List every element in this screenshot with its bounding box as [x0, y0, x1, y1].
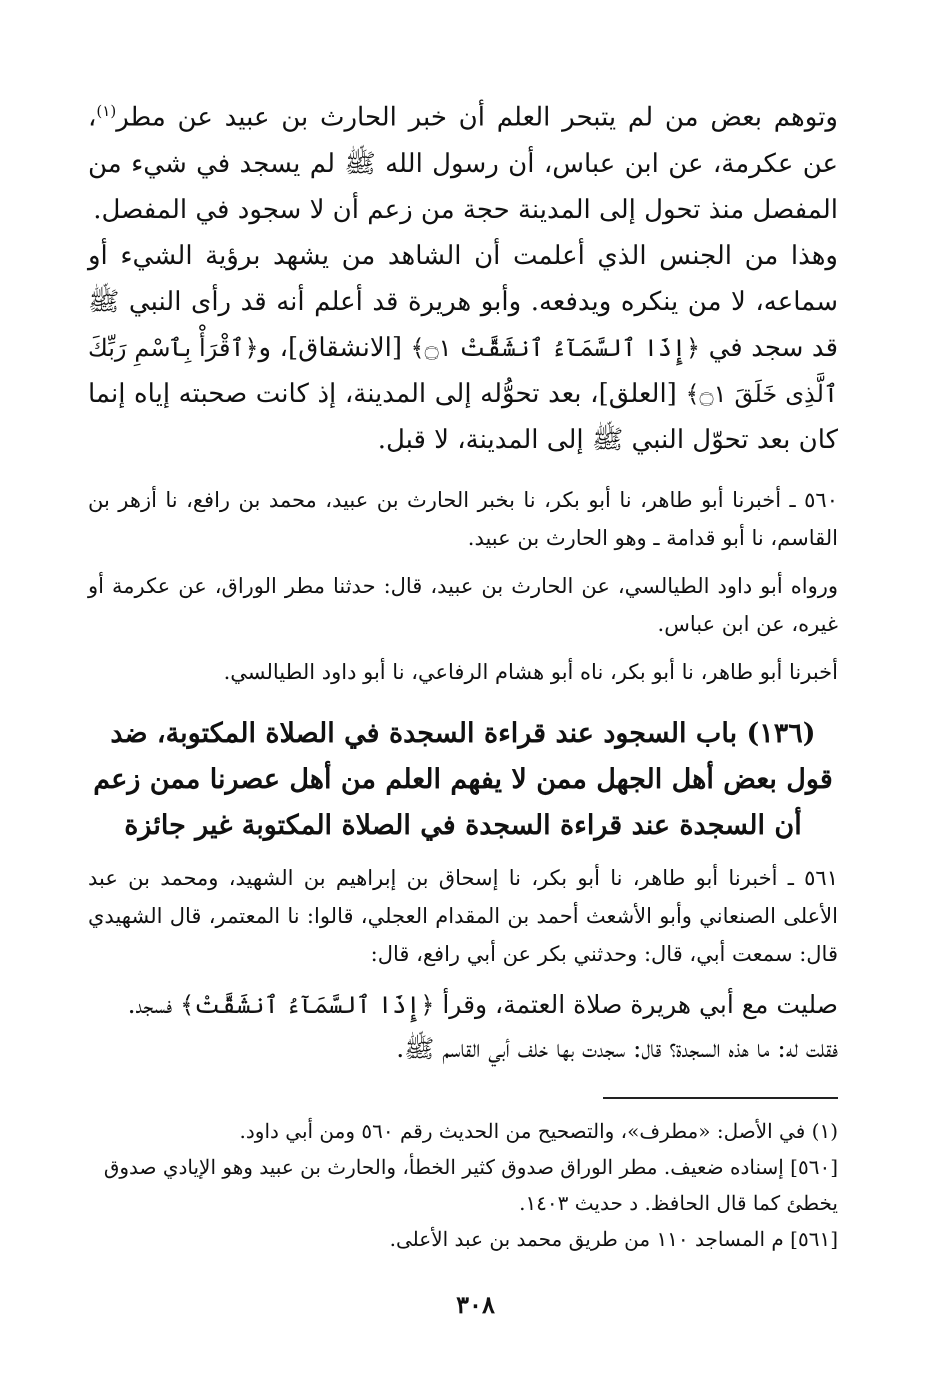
- surah-reference-alaq: [العلق]: [598, 378, 677, 409]
- chapter-heading-line-2: قول بعض أهل الجهل ممن لا يفهم العلم من أهل عصرنا ممن زعم: [93, 763, 833, 795]
- paragraph-2-joiner: ، و: [258, 332, 288, 363]
- chapter-heading: [88, 711, 838, 849]
- hadith-560-isnad: ٥٦٠ ـ أخبرنا أبو طاهر، نا أبو بكر، نا بخبر الحارث بن عبيد، محمد بن رافع، نا أزهر بن القاسم، نا أبو قدامة ـ وهو الحارث بن عبيد.: [88, 487, 838, 550]
- paragraph-2-text-b: ، بعد تحوُّله إلى المدينة، إذ كانت صحبته إياه إنما كان بعد تحوّل النبي ﷺ إلى المدينة، لا قبل.: [88, 378, 838, 455]
- quran-verse-inshiqaq-2: ﴿إِذَا ٱلسَّمَآءُ ٱنشَقَّتْ﴾: [180, 990, 435, 1019]
- footnote-561: [٥٦١] م المساجد ١١٠ من طريق محمد بن عبد الأعلى.: [389, 1226, 838, 1251]
- paragraph-2-text-a: وهذا من الجنس الذي أعلمت أن الشاهد من يشهد برؤية الشيء أو سماعه، لا من ينكره ويدفعه. وأبو هريرة قد أعلم أنه قد رأى النبي ﷺ قد سجد في: [88, 240, 839, 363]
- footnote-1: (١) في الأصل: «مطرف»، والتصحيح من الحديث رقم ٥٦٠ ومن أبي داود.: [239, 1118, 838, 1143]
- hadith-561-matn-b: فسجد. فقلت له: ما هذه السجدة؟ قال: سجدت بها خلف أبي القاسم ﷺ.: [127, 989, 838, 1063]
- chapter-heading-line-3: أن السجدة عند قراءة السجدة في الصلاة المكتوبة غير جائزة: [124, 809, 802, 841]
- hadith-561-matn-text: [88, 983, 838, 1071]
- hadith-561-matn: [88, 983, 838, 1071]
- footnote-divider: [603, 1097, 838, 1099]
- page-number: ٣٠٨: [456, 1290, 495, 1319]
- chapter-heading-line-1: (١٣٦) باب السجود عند قراءة السجدة في الصلاة المكتوبة، ضد: [110, 717, 816, 749]
- quran-verse-inshiqaq: ﴿إِذَا ٱلسَّمَآءُ ٱنشَقَّتْ ۝١﴾: [410, 333, 701, 362]
- hadith-561: [88, 859, 838, 973]
- hadith-560-riwaya: ورواه أبو داود الطيالسي، عن الحارث بن عبيد، قال: حدثنا مطر الوراق، عن عكرمة أو غيره، عن ابن عباس.: [88, 573, 838, 636]
- hadith-561-isnad: ٥٦١ ـ أخبرنا أبو طاهر، نا أبو بكر، نا إسحاق بن إبراهيم بن الشهيد، ومحمد بن عبد الأعلى الصنعاني وأبو الأشعث أحمد بن المقدام العجلي، قالوا: نا المعتمر، قال الشهيدي قال: سمعت أبي، قال: وحدثني بكر عن أبي رافع، قال:: [88, 865, 838, 966]
- paragraph-1-text-b: ، عن عكرمة، عن ابن عباس، أن رسول الله ﷺ لم يسجد في شيء من المفصل منذ تحول إلى المدينة حجة من زعم أن لا سجود في المفصل.: [88, 102, 838, 225]
- paragraph-1-text-a: وتوهم بعض من لم يتبحر العلم أن خبر الحارث بن عبيد عن مطر: [116, 102, 838, 133]
- page-body: [88, 88, 838, 1257]
- surah-reference-inshiqaq: [الانشقاق]: [288, 332, 403, 363]
- hadith-560: [88, 481, 838, 691]
- footnotes: [88, 1113, 838, 1257]
- paragraph-2: [88, 233, 838, 463]
- main-text: [88, 88, 838, 463]
- hadith-561-matn-a: صليت مع أبي هريرة صلاة العتمة، وقرأ: [442, 989, 838, 1019]
- paragraph-1: [88, 88, 838, 233]
- hadith-560-riwaya-2: أخبرنا أبو طاهر، نا أبو بكر، ناه أبو هشام الرفاعي، نا أبو داود الطيالسي.: [223, 659, 838, 684]
- quran-verse-alaq: ﴿ٱقْرَأْ بِٱسْمِ رَبِّكَ ٱلَّذِى خَلَقَ ۝١﴾: [88, 333, 839, 408]
- footnote-reference[interactable]: (١): [96, 102, 117, 120]
- footnote-560: [٥٦٠] إسناده ضعيف. مطر الوراق صدوق كثير الخطأ، والحارث بن عبيد وهو الإيادي صدوق يخطئ كما قال الحافظ. د حديث ١٤٠٣.: [103, 1154, 838, 1215]
